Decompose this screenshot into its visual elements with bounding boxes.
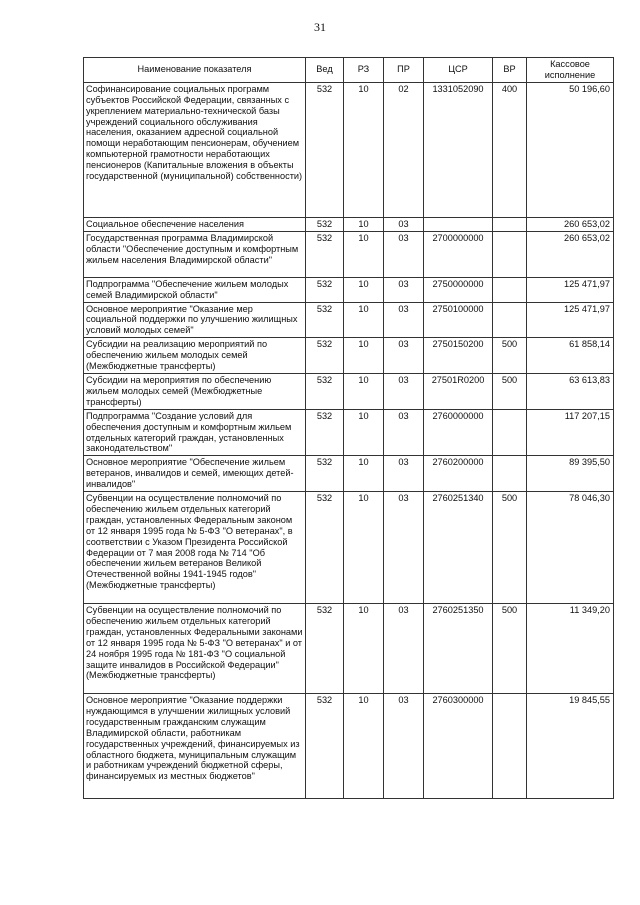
cell-kass: 89 395,50 (527, 456, 614, 492)
cell-csr: 2760200000 (424, 456, 493, 492)
table-row (84, 277, 614, 302)
cell-rz: 10 (344, 409, 384, 456)
cell-pr: 03 (384, 492, 424, 604)
cell-vr (493, 217, 527, 231)
header-ved: Вед (306, 58, 344, 83)
header-rz: РЗ (344, 58, 384, 83)
cell-csr: 1331052090 (424, 82, 493, 217)
cell-kass: 125 471,97 (527, 302, 614, 338)
cell-name: Основное мероприятие "Оказание поддержки нуждающимся в улучшении жилищных условий государственным гражданским служащим Владимирской области, работникам государственных учреждений, финансируемых из областного бюджета, муниципальным служащим и работникам учреждений бюджетной сферы, финансируемых из местных бюджетов" (84, 694, 306, 799)
cell-ved: 532 (306, 373, 344, 409)
cell-name: Основное мероприятие "Оказание мер социальной поддержки по улучшению жилищных условий молодых семей" (84, 302, 306, 338)
cell-ved: 532 (306, 277, 344, 302)
cell-pr: 03 (384, 217, 424, 231)
cell-pr: 03 (384, 456, 424, 492)
cell-rz: 10 (344, 277, 384, 302)
cell-vr (493, 302, 527, 338)
cell-rz: 10 (344, 231, 384, 277)
cell-kass: 11 349,20 (527, 604, 614, 694)
budget-execution-table (83, 57, 614, 799)
cell-rz: 10 (344, 338, 384, 374)
header-pr: ПР (384, 58, 424, 83)
cell-vr (493, 694, 527, 799)
cell-csr: 2700000000 (424, 231, 493, 277)
cell-kass: 117 207,15 (527, 409, 614, 456)
cell-ved: 532 (306, 217, 344, 231)
cell-pr: 02 (384, 82, 424, 217)
cell-kass: 125 471,97 (527, 277, 614, 302)
cell-rz: 10 (344, 492, 384, 604)
header-name: Наименование показателя (84, 58, 306, 83)
cell-name: Основное мероприятие "Обеспечение жильем ветеранов, инвалидов и семей, имеющих детей-инвалидов" (84, 456, 306, 492)
table-header-row (84, 58, 614, 83)
cell-pr: 03 (384, 231, 424, 277)
cell-vr: 400 (493, 82, 527, 217)
table-row (84, 456, 614, 492)
cell-kass: 61 858,14 (527, 338, 614, 374)
table-row (84, 338, 614, 374)
table-row (84, 373, 614, 409)
cell-rz: 10 (344, 373, 384, 409)
cell-csr (424, 217, 493, 231)
table-row (84, 694, 614, 799)
table-row (84, 82, 614, 217)
cell-kass: 50 196,60 (527, 82, 614, 217)
cell-ved: 532 (306, 492, 344, 604)
cell-vr: 500 (493, 604, 527, 694)
cell-rz: 10 (344, 302, 384, 338)
page-number: 31 (314, 20, 326, 34)
cell-ved: 532 (306, 456, 344, 492)
cell-vr (493, 277, 527, 302)
table-row (84, 604, 614, 694)
cell-pr: 03 (384, 694, 424, 799)
cell-pr: 03 (384, 373, 424, 409)
cell-vr (493, 409, 527, 456)
cell-ved: 532 (306, 604, 344, 694)
cell-rz: 10 (344, 604, 384, 694)
table-row (84, 302, 614, 338)
cell-kass: 260 653,02 (527, 231, 614, 277)
cell-ved: 532 (306, 409, 344, 456)
cell-name: Подпрограмма "Обеспечение жильем молодых семей Владимирской области" (84, 277, 306, 302)
cell-ved: 532 (306, 231, 344, 277)
cell-vr: 500 (493, 492, 527, 604)
table-row (84, 409, 614, 456)
cell-vr (493, 231, 527, 277)
cell-kass: 19 845,55 (527, 694, 614, 799)
cell-ved: 532 (306, 338, 344, 374)
cell-kass: 63 613,83 (527, 373, 614, 409)
table-row (84, 492, 614, 604)
cell-vr: 500 (493, 373, 527, 409)
cell-pr: 03 (384, 409, 424, 456)
cell-csr: 2760251350 (424, 604, 493, 694)
cell-kass: 78 046,30 (527, 492, 614, 604)
table-row (84, 231, 614, 277)
cell-csr: 27501R0200 (424, 373, 493, 409)
cell-name: Субсидии на реализацию мероприятий по обеспечению жильем молодых семей (Межбюджетные трансферты) (84, 338, 306, 374)
cell-name: Подпрограмма "Создание условий для обеспечения доступным и комфортным жильем отдельных категорий граждан, установленных законодательством" (84, 409, 306, 456)
cell-pr: 03 (384, 277, 424, 302)
cell-csr: 2760300000 (424, 694, 493, 799)
cell-ved: 532 (306, 694, 344, 799)
cell-name: Субвенции на осуществление полномочий по обеспечению жильем отдельных категорий граждан, установленных Федеральным законом от 12 января 1995 года № 5-ФЗ "О ветеранах", в соответствии с Указом Президента Российской Федерации от 7 мая 2008 года № 714 "Об обеспечении жильем ветеранов Великой Отечественной войны 1941-1945 годов" (Межбюджетные трансферты) (84, 492, 306, 604)
cell-name: Государственная программа Владимирской области "Обеспечение доступным и комфортным жильем населения Владимирской области" (84, 231, 306, 277)
cell-csr: 2760251340 (424, 492, 493, 604)
cell-pr: 03 (384, 302, 424, 338)
cell-pr: 03 (384, 338, 424, 374)
cell-csr: 2750000000 (424, 277, 493, 302)
cell-ved: 532 (306, 302, 344, 338)
cell-name: Софинансирование социальных программ субъектов Российской Федерации, связанных с укреплением материально-технической базы учреждений социального обслуживания населения, оказанием адресной социальной помощи неработающим пенсионерам, обучением компьютерной грамотности неработающих пенсионеров (Капитальные вложения в объекты государственной (муниципальной) собственности) (84, 82, 306, 217)
header-csr: ЦСР (424, 58, 493, 83)
cell-rz: 10 (344, 456, 384, 492)
cell-name: Субвенции на осуществление полномочий по обеспечению жильем отдельных категорий граждан, установленных Федеральными законами от 12 января 1995 года № 5-ФЗ "О ветеранах" и от 24 ноября 1995 года № 181-ФЗ "О социальной защите инвалидов в Российской Федерации" (Межбюджетные трансферты) (84, 604, 306, 694)
cell-kass: 260 653,02 (527, 217, 614, 231)
header-kass: Кассовое исполнение (527, 58, 614, 83)
cell-rz: 10 (344, 694, 384, 799)
cell-csr: 2750100000 (424, 302, 493, 338)
header-vr: ВР (493, 58, 527, 83)
cell-vr: 500 (493, 338, 527, 374)
cell-pr: 03 (384, 604, 424, 694)
cell-ved: 532 (306, 82, 344, 217)
cell-name: Социальное обеспечение населения (84, 217, 306, 231)
cell-rz: 10 (344, 217, 384, 231)
cell-csr: 2760000000 (424, 409, 493, 456)
cell-name: Субсидии на мероприятия по обеспечению жильем молодых семей (Межбюджетные трансферты) (84, 373, 306, 409)
cell-rz: 10 (344, 82, 384, 217)
table-row (84, 217, 614, 231)
cell-csr: 2750150200 (424, 338, 493, 374)
cell-vr (493, 456, 527, 492)
